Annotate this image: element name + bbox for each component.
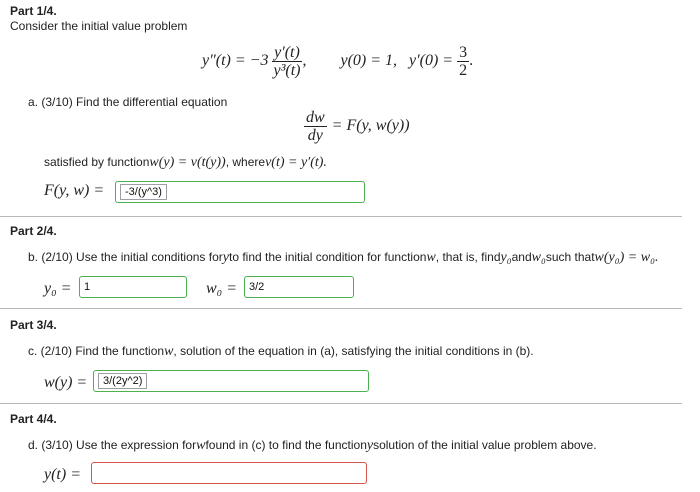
w-answer-value: 3/(2y^2) xyxy=(98,373,147,389)
initial-condition-2-lhs: y′(0) = xyxy=(409,52,454,69)
part-b-prompt xyxy=(28,250,658,266)
de-num: dw xyxy=(306,108,325,126)
part-b-eq: w(y₀) = w₀. xyxy=(594,250,659,265)
part-b-prompt-pre: b. (2/10) Use the initial conditions for xyxy=(28,250,223,264)
satisfied-mid: , where xyxy=(225,155,266,169)
de-rhs: = F(y, w(y)) xyxy=(331,117,410,134)
part-d-y: y xyxy=(366,438,374,453)
ic2-frac-den: 2 xyxy=(459,61,468,79)
f-answer-value: -3/(y^3) xyxy=(120,184,167,200)
part-d-mid: found in (c) to find the function xyxy=(205,438,367,452)
ode-lhs: y″(t) = −3 xyxy=(202,52,269,69)
ic2-end: . xyxy=(469,52,474,69)
part-c-prompt xyxy=(28,344,534,360)
f-answer-label: F(y, w) = xyxy=(44,182,105,199)
ode-fraction xyxy=(271,44,302,79)
part-d-w: w xyxy=(196,438,206,453)
divider-3 xyxy=(0,403,682,404)
satisfied-math-1: w(y) = v(t(y)) xyxy=(149,155,226,170)
de-den: dy xyxy=(307,126,323,144)
satisfied-math-2: v(t) = y′(t). xyxy=(265,155,327,170)
part-d-prompt xyxy=(28,438,597,454)
differential-equation xyxy=(304,106,410,146)
ode-frac-num: y′(t) xyxy=(274,43,300,61)
dw-dy-fraction xyxy=(304,109,327,144)
w-answer-input[interactable] xyxy=(93,370,369,392)
part-b-y: y xyxy=(222,250,229,265)
part-d-pre: d. (3/10) Use the expression for xyxy=(28,438,197,452)
ivp-equation xyxy=(202,40,473,82)
part-d-post: solution of the initial value problem above. xyxy=(373,438,597,452)
part4-title: Part 4/4. xyxy=(10,412,57,426)
part-b-mid3: such that xyxy=(545,250,595,264)
initial-condition-1: y(0) = 1, xyxy=(340,52,398,69)
y-answer-label: y(t) = xyxy=(44,466,81,483)
part-a-prompt: a. (3/10) Find the differential equation xyxy=(28,95,228,109)
part-b-and: and xyxy=(511,250,532,264)
w0-value: 3/2 xyxy=(249,281,265,293)
satisfied-pre: satisfied by function xyxy=(44,155,150,169)
w0-input[interactable] xyxy=(244,276,354,298)
ode-sep: , xyxy=(302,52,307,69)
part-c-post: , solution of the equation in (a), satisfying the initial conditions in (b). xyxy=(173,344,534,358)
w0-label: w₀ = xyxy=(206,280,238,297)
part-c-w: w xyxy=(164,344,174,359)
part-b-mid1: to find the initial condition for function xyxy=(228,250,427,264)
part-b-y0: y₀ xyxy=(500,250,512,265)
satisfied-line xyxy=(44,155,327,171)
part-b-w: w xyxy=(426,250,436,265)
y0-input[interactable] xyxy=(79,276,187,298)
ic2-fraction xyxy=(457,44,469,79)
part-b-mid2: , that is, find xyxy=(435,250,501,264)
y0-label: y₀ = xyxy=(44,280,72,297)
divider-2 xyxy=(0,308,682,309)
part-c-pre: c. (2/10) Find the function xyxy=(28,344,165,358)
w-answer-label: w(y) = xyxy=(44,374,88,391)
y0-value: 1 xyxy=(84,281,91,293)
ode-frac-den: y³(t) xyxy=(273,61,301,79)
part1-intro: Consider the initial value problem xyxy=(10,19,188,33)
y-answer-input[interactable] xyxy=(91,462,367,484)
ic2-frac-num: 3 xyxy=(459,43,468,61)
part2-title: Part 2/4. xyxy=(10,224,57,238)
f-answer-input[interactable] xyxy=(115,181,365,203)
part1-title: Part 1/4. xyxy=(10,4,57,18)
divider-1 xyxy=(0,216,682,217)
part3-title: Part 3/4. xyxy=(10,318,57,332)
part-b-w0: w₀ xyxy=(531,250,546,265)
